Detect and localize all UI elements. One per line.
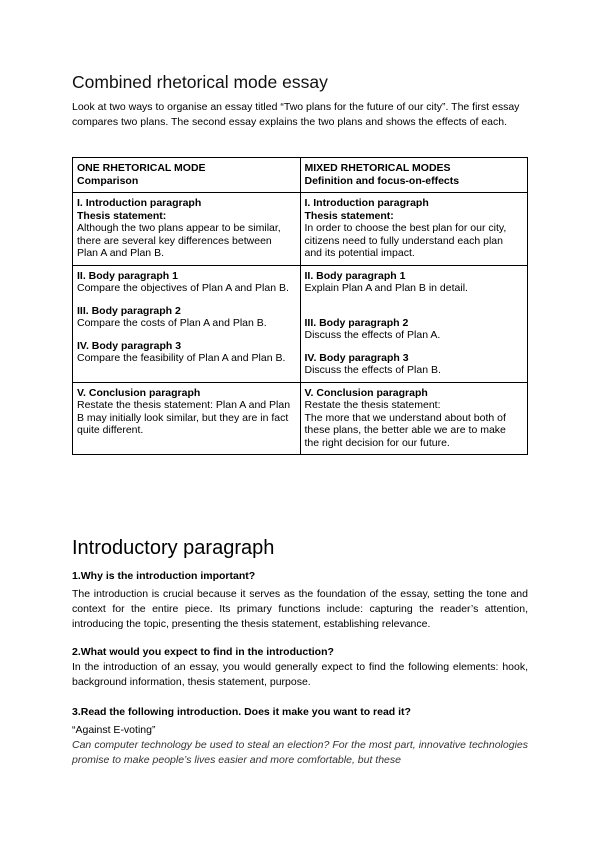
right-subheader: Definition and focus-on-effects <box>304 174 460 187</box>
question-3-heading: 3.Read the following introduction. Does it make you want to read it? <box>72 706 411 718</box>
left-body3-heading: IV. Body paragraph 3 <box>77 339 182 352</box>
left-conclusion-cell <box>73 382 301 455</box>
question-1-heading: 1.Why is the introduction important? <box>72 570 256 582</box>
question-1 <box>72 569 528 632</box>
left-body2-text: Compare the costs of Plan A and Plan B. <box>77 317 267 329</box>
answer-2: In the introduction of an essay, you would generally expect to find the following elements: hook, background information, thesis statement, purpose. <box>72 661 528 688</box>
right-intro-cell <box>300 193 528 266</box>
right-intro-heading: I. Introduction paragraph <box>304 197 429 209</box>
right-body2-heading: III. Body paragraph 2 <box>304 316 409 329</box>
left-body2-heading: III. Body paragraph 2 <box>77 304 181 317</box>
left-intro-heading: I. Introduction paragraph <box>77 197 202 209</box>
table-row-body <box>73 265 528 382</box>
left-body-cell <box>73 265 301 382</box>
right-body3-text: Discuss the effects of Plan B. <box>304 364 441 376</box>
left-header-cell <box>73 158 301 193</box>
right-thesis-text: In order to choose the best plan for our city, citizens need to fully understand each plan and its potential impact. <box>304 222 507 259</box>
right-body-cell <box>300 265 528 382</box>
right-body1-text: Explain Plan A and Plan B in detail. <box>304 282 468 294</box>
right-conclusion-heading: V. Conclusion paragraph <box>304 386 428 399</box>
left-conclusion-heading: V. Conclusion paragraph <box>77 386 201 399</box>
question-3 <box>72 705 528 768</box>
left-intro-cell <box>73 193 301 266</box>
comparison-table <box>72 157 528 455</box>
right-thesis-label: Thesis statement: <box>304 209 394 222</box>
left-subheader: Comparison <box>77 174 139 187</box>
right-conclusion-cell <box>300 382 528 455</box>
left-body3-text: Compare the feasibility of Plan A and Plan B. <box>77 352 286 364</box>
left-thesis-text: Although the two plans appear to be similar, there are several key differences between Plan A and Plan B. <box>77 222 281 259</box>
right-header: MIXED RHETORICAL MODES <box>304 162 451 174</box>
right-conclusion-text: The more that we understand about both of these plans, the better able we are to make the right decision for our future. <box>304 411 506 449</box>
table-header-row <box>73 158 528 193</box>
question-2 <box>72 645 528 690</box>
quote-text: Can computer technology be used to steal an election? For the most part, innovative technologies promise to make people’s lives easier and more comfortable, but these <box>72 739 528 766</box>
quote-title: “Against E-voting” <box>72 724 156 736</box>
table-row-conclusion <box>73 382 528 455</box>
table-row-introduction <box>73 193 528 266</box>
right-body2-text: Discuss the effects of Plan A. <box>304 329 441 341</box>
intro-paragraph: Look at two ways to organise an essay titled “Two plans for the future of our city”. The first essay compares two plans. The second essay explains the two plans and shows the effects of each. <box>72 101 520 128</box>
question-2-heading: 2.What would you expect to find in the introduction? <box>72 646 334 658</box>
document-title: Combined rhetorical mode essay <box>72 72 328 92</box>
right-header-cell <box>300 158 528 193</box>
left-header: ONE RHETORICAL MODE <box>77 162 206 174</box>
left-body1-text: Compare the objectives of Plan A and Plan B. <box>77 282 289 294</box>
right-conclusion-label: Restate the thesis statement: <box>304 399 441 411</box>
left-conclusion-text: Restate the thesis statement: Plan A and Plan B may initially look similar, but they are in fact quite different. <box>77 399 291 436</box>
left-thesis-label: Thesis statement: <box>77 209 167 222</box>
section-title: Introductory paragraph <box>72 537 275 559</box>
answer-1: The introduction is crucial because it serves as the foundation of the essay, setting the tone and context for the entire piece. Its primary functions include: capturing the reader’s attention, introducing the topic, presenting the thesis statement, establishing relevance. <box>72 588 528 630</box>
right-body1-heading: II. Body paragraph 1 <box>304 269 406 282</box>
left-body1-heading: II. Body paragraph 1 <box>77 269 178 282</box>
right-body3-heading: IV. Body paragraph 3 <box>304 351 409 364</box>
